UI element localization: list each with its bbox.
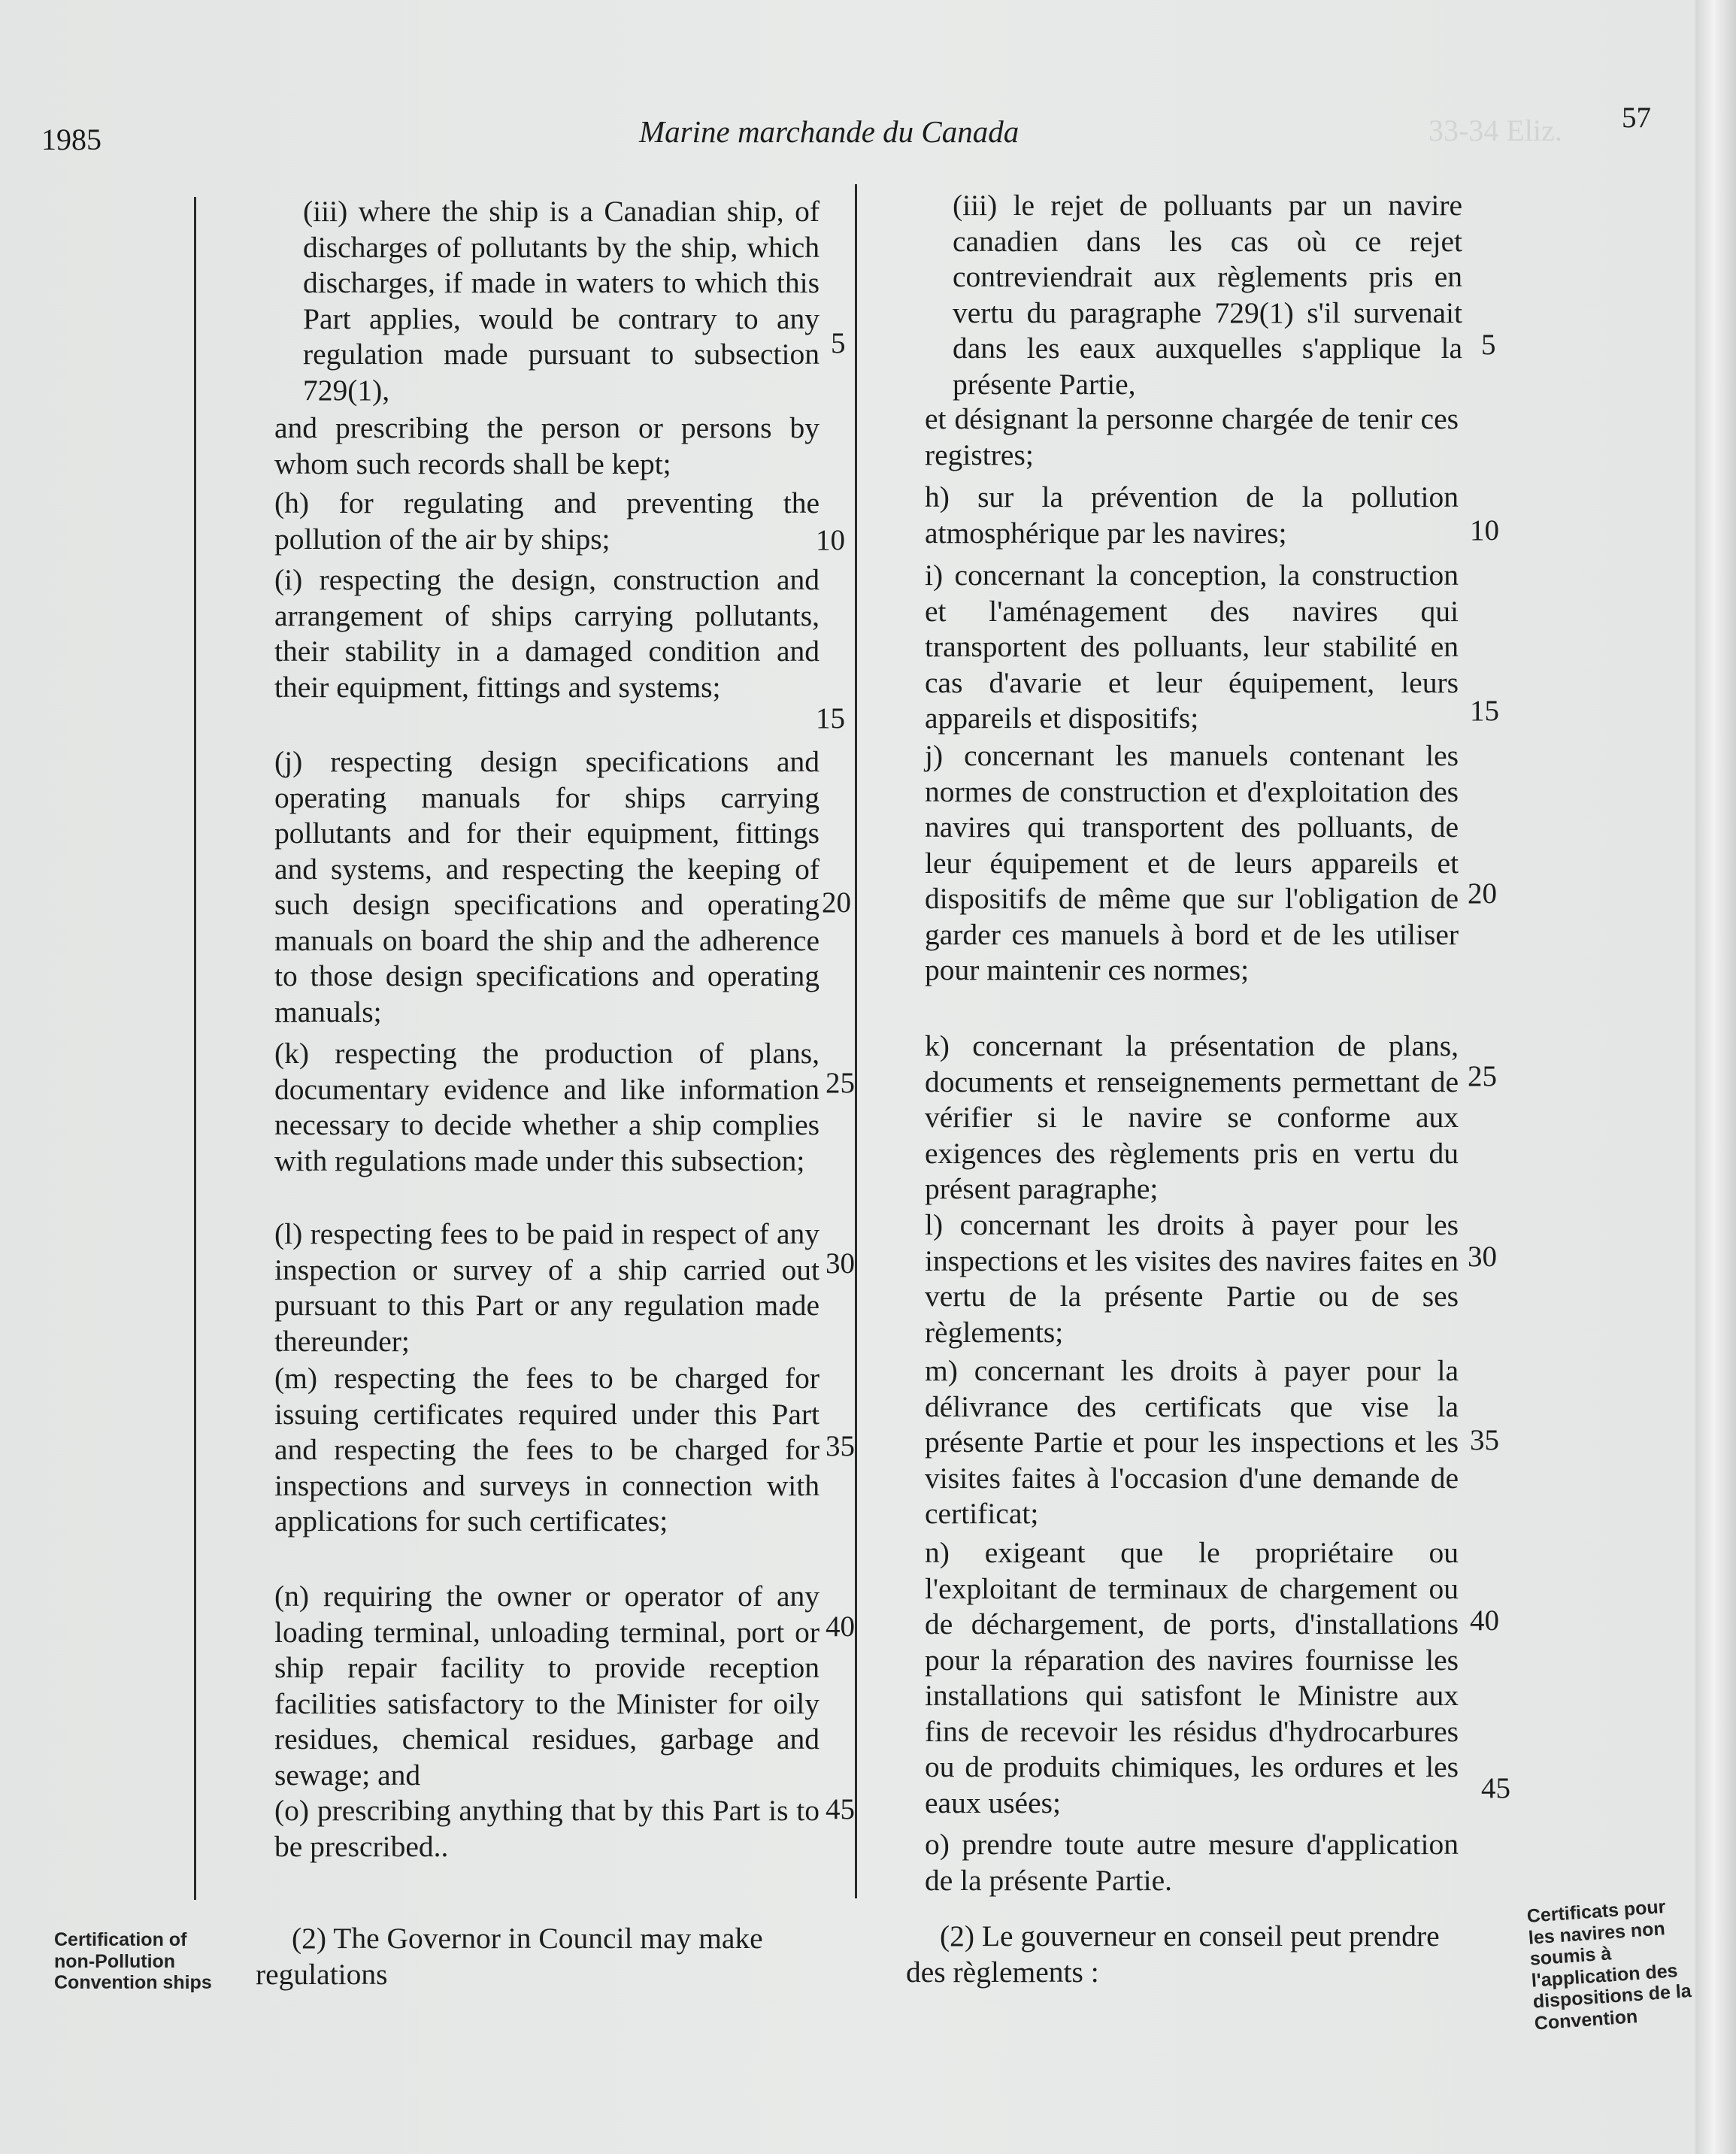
- line-number: 30: [826, 1247, 855, 1280]
- marginal-note-english: Certification of non-Pollution Convention ships: [54, 1929, 212, 1993]
- line-number: 20: [1468, 877, 1497, 910]
- en-para-m: (m) respecting the fees to be charged for issuing certificates required under this Part and respecting the fees to be charged for inspections and surveys in connection with applications for such certificates;: [274, 1362, 820, 1537]
- fr-para-o: o) prendre toute autre mesure d'application de la présente Partie.: [925, 1828, 1459, 1897]
- fr-subsection-2: (2) Le gouverneur en conseil peut prendre des règlements :: [906, 1919, 1440, 1989]
- line-number: 10: [1470, 514, 1499, 547]
- fr-para-j: j) concernant les manuels contenant les normes de construction et d'exploitation des navires qui transportent des polluants, de leur équipement et de leurs appareils et dispositifs de même que sur l'obligation de garder ces manuels à bord et de les utiliser pour maintenir ces normes;: [925, 739, 1459, 986]
- running-header-title: Marine marchande du Canada: [639, 114, 1019, 149]
- en-para-o: (o) prescribing anything that by this Part is to be prescribed..: [274, 1794, 820, 1863]
- fr-para-i: i) concernant la conception, la construction et l'aménagement des navires qui transportent des polluants, leur stabilité en cas d'avarie et leur équipement, leurs appareils et dispositifs;: [925, 559, 1459, 735]
- line-number: 5: [1481, 329, 1496, 361]
- line-number: 25: [826, 1067, 855, 1099]
- running-header-year: 1985: [41, 123, 101, 156]
- line-number: 45: [1481, 1772, 1510, 1804]
- en-para-h: (h) for regulating and preventing the pollution of the air by ships;: [274, 486, 820, 556]
- line-number: 35: [1470, 1424, 1499, 1456]
- fr-para-m: m) concernant les droits à payer pour la délivrance des certificats que vise la présente Partie et pour les inspections et les visites faites à l'occasion d'une demande de certificat;: [925, 1354, 1459, 1530]
- fr-para-h: h) sur la prévention de la pollution atmosphérique par les navires;: [925, 480, 1459, 550]
- line-number: 25: [1468, 1060, 1497, 1092]
- line-number: 40: [826, 1610, 855, 1643]
- fr-para-iii: (iii) le rejet de polluants par un navire canadien dans les cas où ce rejet contreviendrait aux règlements pris en vertu du paragraphe 729(1) s'il survenait dans les eaux auxquelles s'applique la présente Partie,: [953, 189, 1462, 401]
- en-subsection-2: (2) The Governor in Council may make regulations: [256, 1922, 763, 1991]
- fr-para-l: l) concernant les droits à payer pour les inspections et les visites des navires faites en vertu de la présente Partie ou de ses règlements;: [925, 1208, 1459, 1349]
- line-number: 10: [816, 524, 845, 556]
- page-edge: [1695, 0, 1736, 2154]
- line-number: 30: [1468, 1241, 1497, 1273]
- line-number: 20: [822, 886, 851, 919]
- bleed-through-header: 33-34 Eliz.: [1428, 114, 1562, 147]
- marginal-note-french: Certificats pour les navires non soumis à l'application des dispositions de la Convention: [1526, 1896, 1692, 2034]
- fr-para-tail: et désignant la personne chargée de tenir ces registres;: [925, 402, 1459, 471]
- en-para-k: (k) respecting the production of plans, documentary evidence and like information necessary to decide whether a ship complies with regulations made under this subsection;: [274, 1037, 820, 1177]
- en-para-tail: and prescribing the person or persons by whom such records shall be kept;: [274, 411, 820, 480]
- line-number: 15: [816, 702, 845, 735]
- line-number: 45: [826, 1793, 855, 1825]
- fr-para-n: n) exigeant que le propriétaire ou l'exploitant de terminaux de chargement ou de déchargement, de ports, d'installations pour la réparation des navires fournisse les installations qui satisfont le Ministre aux fins de recevoir les résidus d'hydrocarbures ou de produits chimiques, les ordures et les eaux usées;: [925, 1536, 1459, 1819]
- line-number: 35: [826, 1430, 855, 1462]
- en-para-n: (n) requiring the owner or operator of any loading terminal, unloading terminal, port or ship repair facility to provide reception facilities satisfactory to the Minister for oily residues, chemical residues, garbage and sewage; and: [274, 1580, 820, 1792]
- left-margin-rule: [194, 197, 196, 1900]
- line-number: 40: [1470, 1604, 1499, 1637]
- line-number: 15: [1470, 695, 1499, 727]
- en-para-l: (l) respecting fees to be paid in respect of any inspection or survey of a ship carried out pursuant to this Part or any regulation made thereunder;: [274, 1217, 820, 1358]
- en-para-iii: (iii) where the ship is a Canadian ship, of discharges of pollutants by the ship, which discharges, if made in waters to which this Part applies, would be contrary to any regulation made pursuant to subsection 729(1),: [303, 195, 820, 407]
- page-number: 57: [1622, 101, 1651, 134]
- fr-para-k: k) concernant la présentation de plans, documents et renseignements permettant de vérifier si le navire se conforme aux exigences des règlements pris en vertu du présent paragraphe;: [925, 1029, 1459, 1205]
- line-number: 5: [831, 327, 846, 359]
- center-column-rule: [855, 184, 857, 1898]
- en-para-j: (j) respecting design specifications and operating manuals for ships carrying pollutants and for their equipment, fittings and systems, and respecting the keeping of such design specifications and operating manuals on board the ship and the adherence to those design specifications and operating manuals;: [274, 745, 820, 1029]
- en-para-i: (i) respecting the design, construction and arrangement of ships carrying pollutants, their stability in a damaged condition and their equipment, fittings and systems;: [274, 563, 820, 704]
